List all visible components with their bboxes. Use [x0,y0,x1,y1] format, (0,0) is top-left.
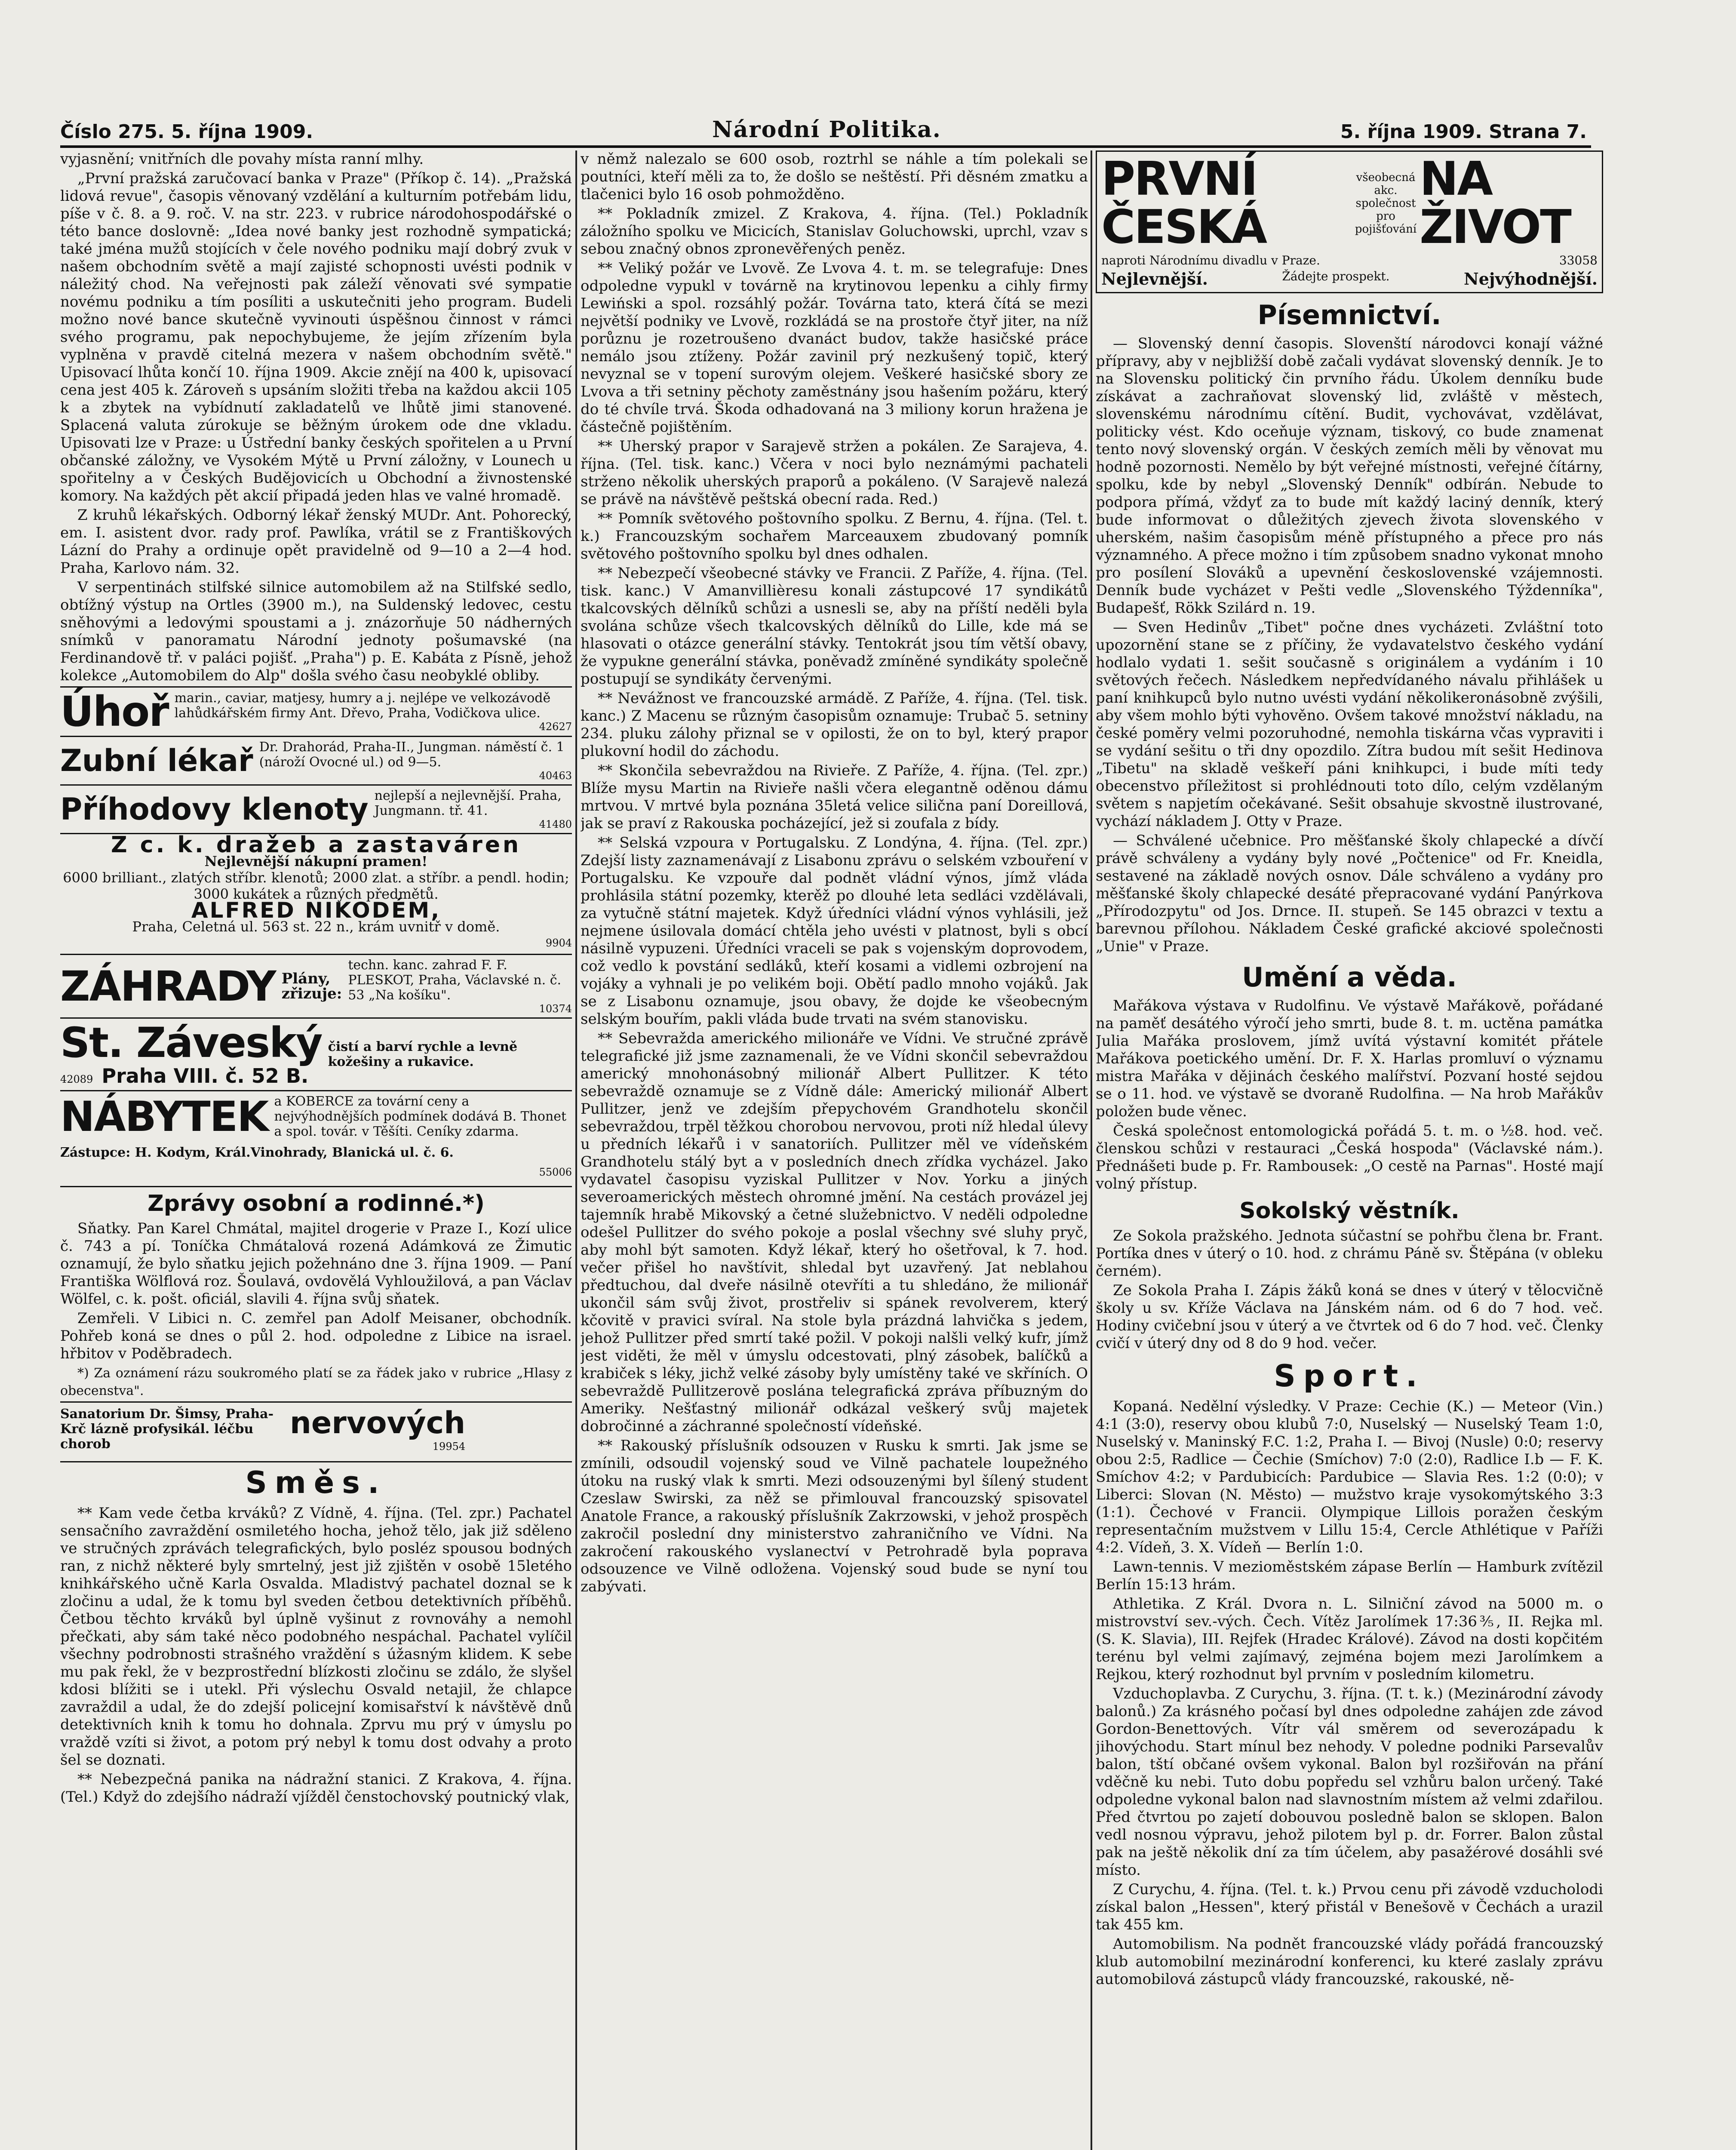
ad-nabytek [60,1090,572,1181]
ad-title: nervových [290,1405,466,1440]
section-heading: Sport. [1274,1358,1425,1394]
section-heading: Směs. [60,1461,572,1500]
article-text: vyjasnění; vnitřních dle povahy místa ranní mlhy. [60,150,424,168]
ad-text: čistí a barví rychle a levně kožešiny a rukavice. [328,1039,518,1069]
ad-text: Dr. Drahorád, Praha-II., Jungman. náměstí č. 1 (nároží Ovocné ul.) od 9—5. [259,740,565,770]
ad-title: NA ŽIVOT [1420,152,1570,254]
article-entomology: Česká společnost entomologická pořádá 5. t. m. o ½8. hod. več. členskou schůzi v restauraci „Česká hospoda" (Václavské nám.). Přednášeti bude p. Fr. Rambousek: „O cestě na Parnas". Hosté mají volný přístup. [1096,1122,1603,1192]
article-ballooning-2: Z Curychu, 4. října. (Tel. t. k.) Prvou cenu při závodě vzducholodi získal balon „Hessen", který přistál v Benešově v Čechách a urazil tak 455 km. [1096,1881,1603,1933]
ad-zubni [60,736,572,784]
article-fire: ** Veliký požár ve Lvově. Ze Lvova 4. t. m. se telegrafuje: Dnes odpoledne vypukl v továrně na krytinovou lepenku a cihly firmy Lewiński a spol. rozsáhlý požár. Továrna tato, která čítá se mezi největší podniky ve Lvově, rozkládá se na prostoře čtyř jiter, na níž porůznu je rozetroušeno dvanáct budov, takže hasičské práce nemálo jsou ztíženy. Požár zavinil prý nezkušený topič, který nevyznal se v topení surovým olejem. Veškeré hasičské sbory ze Lvova a tři setniny pěchoty zaměstnány jsou hašením požáru, který do té chvíle trvá. Škoda odhadovaná na 3 miliony korun hražena je částečně pojištěním. [581,260,1088,436]
column-1 [60,150,572,2150]
ad-title: NÁBYTEK [60,1092,268,1141]
ad-zahrady [60,954,572,1017]
ad-text: techn. kanc. zahrad F. F. PLESKOT, Praha, Václavské n. č. 53 „Na košíku". [348,958,562,1003]
article-panic: ** Nebezpečná panika na nádražní stanici. Z Krakova, 4. října. (Tel.) Když do zdejšího nádraží vjížděl čenstochovský poutnický vlak, [60,1771,572,1806]
article-text: v němž nalezalo se 600 osob, roztrhl se náhle a tím polekali se poutníci, kteří měli za to, že došlo se neštěstí. Při děsném zmatku a tlačenici bylo 16 osob pohmožděno. [581,150,1088,203]
section-heading: Sokolský věstník. [1239,1198,1459,1224]
article-portugal: ** Selská vzpoura v Portugalsku. Z Londýna, 4. října. (Tel. zpr.) Zdejší listy zaznamenávají z Lisabonu zprávu o selském vzbouření v Portugalsku. Ke vzpouře dal podnět vládní výnos, jímž vláda prohlásila státní pozemky, kterěž po dlouhé leta sedláci vzdělávali, za vytučně státní majetek. Když úředníci vládní výnos vyhlásili, jež nejmene úsilovala domácí chtěla jeho uvésti v platnost, byli s obcí násilně vypuzeni. Úředníci vraceli se pak s vojenským doprovodem, což vedlo k povstání sedláků, kteří kosami a vidlemi ozbrojení na vojáky a vyhnali je po velikém boji. Obětí padlo mnoho vojáků. Jak se z Lisabonu oznamuje, jsou obavy, že dojde ke všeobecným selským bouřím, pakli vláda bude trvati na svém stanovisku. [581,834,1088,1028]
footnote: *) Za oznámení rázu soukromého platí se za řádek jako v rubrice „Hlasy z obecenstva". [60,1366,572,1398]
article-slovak-daily: — Slovenský denní časopis. Slovenští národovci konají vážné přípravy, aby v nejbližší době začali vydávat slovenský denník. Je to na Slovensku politický čin prvního řádu. Úkolem denníku bude získávat a zachraňovat slovenský lid, zvláště v městech, slovenskému národnímu cítění. Budit, vychovávat, vzdělávat, politicky vést. Kdo oceňuje význam, tiskový, co bude znamenat tento nový slovenský orgán. V českých zemích měli by věnovat mu hodně pozornosti. Nemělo by být veřejné místnosti, veřejné čítárny, spolku, kde by nebyl „Slovenský Denník" odbírán. Nebude to podpora přímá, vždyť za to bude mít každý laciný denník, který bude informovat o důležitých zjevech života slovenského v uherském, našim časopisům méně přístupného a přece pro nás významného. A přece možno i tím způsobem snadno vykonat mnoho pro posílení Slováků a upevnění československé vzájemnosti. Denník bude vycházet v Pešti vedle „Slovenského Týždenníka", Budapešť, Rökk Szilárd n. 19. [1096,335,1603,617]
ad-title: Příhodovy klenoty [60,792,369,827]
ad-title: ZÁHRADY [60,962,276,1010]
ad-title: PRVNÍ ČESKÁ [1101,152,1266,254]
ad-number: 42089 [60,1073,93,1085]
article-textbooks: — Schválené učebnice. Pro měšťanské školy chlapecké a dívčí právě schváleny a vydány byly nové „Počtenice" od Fr. Kneidla, sestavené na základě nových osnov. Dále schváleno a vydány pro měšťanské školy chlapecké desáté přepracované vydání Panýrkova „Přírodozpytu" od Jos. Drnce. II. stupeň. Se 145 obrazci v textu a barevnou přílohou. Nákladem České grafické akciové společnosti „Unie" v Praze. [1096,832,1603,955]
ad-address: naproti Národnímu divadlu v Praze. [1101,253,1320,267]
ad-text: a KOBERCE za tovární ceny a nejvýhodnějších podmínek dodává B. Thonet a spol. továr. v Těšíti. Ceníky zdarma. [274,1094,567,1139]
masthead-rule [60,145,1591,148]
ad-text: Sanatorium Dr. Šimsy, Praha-Krč lázně profysikál. léčbu chorob [60,1406,274,1452]
ad-uhor [60,686,572,736]
ad-number: 40463 [539,770,572,782]
article-army: ** Nevážnost ve francouzské armádě. Z Paříže, 4. října. (Tel. tisk. kanc.) Z Macenu se různým časopisům oznamuje: Trubač 5. setniny 234. pluku zálohy přiznal se v opilosti, že on to byl, který prapor plukovní hodil do záchodu. [581,690,1088,760]
ad-address: Praha, Celetná ul. 563 st. 22 n., krám uvnitř v domě. [132,918,500,935]
ad-text: nejlepší a nejlevnější. Praha, Jungmann. tř. 41. [374,788,562,818]
article-cashier: ** Pokladník zmizel. Z Krakova, 4. října. (Tel.) Pokladník záložního spolku ve Micicích, Stanislav Goluchowski, uprchl, vzav s sebou značný obnos zpronevěřených peněz. [581,205,1088,258]
newspaper-title: Národní Politika. [712,117,941,143]
article-ballooning: Vzduchoplavba. Z Curychu, 3. října. (T. t. k.) (Mezinárodní závody balonů.) Za krásného počasí byl dnes odpoledne zahájen zde závod Gordon-Benettových. Vítr vál směrem od severozápadu k jihovýchodu. Start mínul bez nehody. V poledne podniki Parsevalův balon, tští občané ovšem vykonal. Balon byl rozšiřován na přání vděčně ku nebi. Tuto dobu popředu sel vzhůru balon určený. Také odpoledne vykonal balon nad slavnostním místem až velmi zdařilou. Před čtvrtou po zajetí dobouvou posledně balon se sklopen. Balon vedl nosnou výpravu, jehož pilotem byl p. dr. Forrer. Balon zůstal pak na ještě několik dní za tím účelem, aby pasažérové dosáhli své místo. [1096,1685,1603,1879]
article-bank: „První pražská zaručovací banka v Praze" (Příkop č. 14). „Pražská lidová revue", časopis věnovaný vzdělání a kulturním potřebám lidu, píše v č. 8. a 9. roč. V. na str. 223. v rubrice národohospodářské o této bance doslovně: „Idea nové banky jest rozhodně sympatická; také jména mužů stojících v čele nového podniku mají dobrý zvuk v našem obchodním světě a mají zajisté schopnosti uvésti podnik v náležitý chod. Na veřejnosti pak záleží věnovati své sympatie novému podniku a tím posíliti a uskutečniti jeho program. Budeli možno nové bance skutečně vyvinouti úspěšnou činnost v rámci svého programu, pak nepochybujeme, že jejím zřízením byla vyplněna v pravdě citelná mezera v našem obchodním světě." Upisovací lhůta končí 10. října 1909. Akcie znějí na 400 k, upisovací cena jest 405 k. Zároveň s upsáním složiti třeba na každou akcii 105 k a zbytek na vybídnutí zakladatelů ve lhůtě jimi stanovené. Splacená valuta zúrokuje se běžným úrokem ode dne vkladu. Upisovati lze v Praze: u Ústřední banky českých spořitelen a u První občanské záložny, ve Vysokém Mýtě u První záložny, v Lounech u spořitelny a v Českých Budějovicích u Obchodní a živnostenské komory. Na každých pět akcií připadá jeden hlas ve valné hromadě. [60,170,572,504]
ad-text: marin., caviar, matjesy, humry a j. nejlépe ve velkozávodě lahůdkářském firmy Ant. Dřevo, Praha, Vodičkova ulice. [174,691,551,721]
ad-zavesky [60,1017,572,1090]
ad-insurance [1096,150,1603,293]
ad-number: 9904 [545,937,572,949]
date-page-info: 5. října 1909. Strana 7. [1340,121,1587,143]
ad-title: Zubní lékař [60,743,253,778]
ad-prihoda [60,784,572,833]
article-weddings: Sňatky. Pan Karel Chmátal, majitel drogerie v Praze I., Kozí ulice č. 743 a pí. Toníčka Chmátalová rozená Adámková ze Žimutic oznamují, že bylo sňatku jejich požehnáno dne 3. října 1909. — Paní Františka Wölflová roz. Šoulavá, ovdovělá Vyhloužilová, a pan Václav Wölfel, c. k. pošt. oficiál, slavili 4. října svůj sňatek. [60,1220,572,1308]
article-marak: Mařákova výstava v Rudolfinu. Ve výstavě Mařákově, pořádané na paměť desátého výročí jeho smrti, bude 8. t. m. uctěna památka Julia Mařáka proslovem, jímž uvítá výstavní komitét přátele Mařákova poetického umění. Dr. F. X. Harlas promluví o významu mistra Mařáka v dějinách českého malířství. Pozvaní hosté sejdou se o 11. hod. ve výstavě se dvoraně Rudolfina. — Na hrob Mařákův položen bude věnec. [1096,997,1603,1120]
ad-zastavarna [60,833,572,954]
ad-address: Praha VIII. č. 52 B. [101,1064,309,1087]
section-heading: Zprávy osobní a rodinné.*) [60,1186,572,1216]
article-athletics: Athletika. Z Král. Dvora n. L. Silniční závod na 5000 m. o mistrovství sev.-vých. Čech. Vítěz Jarolímek 17:36⅗, II. Rejka ml. (S. K. Slavia), III. Rejfek (Hradec Králové). Závod na dosti kopčitém terénu byl velmi zajímavý, zejména bojem mezi Jarolímkem a Rejkou, který rozhodnut byl prvním v posledním kilometru. [1096,1595,1603,1683]
ad-text: 6000 brilliant., zlatých stříbr. klenotů; 2000 zlat. a stříbr. a pendl. hodin; 3000 kukátek a různých předmětů. [63,869,569,902]
column-3 [1096,150,1603,2150]
ad-number: 10374 [539,1003,572,1015]
ad-title: Z c. k. dražeb a zastaváren [111,832,522,858]
ad-number: 42627 [539,721,572,733]
article-sokol-1: Ze Sokola pražského. Jednota súčastní se pohřbu člena br. Frant. Portíka dnes v úterý o 10. hod. z chrámu Páně sv. Štěpána (v obleku černém). [1096,1227,1603,1280]
ad-name: ALFRED NIKODÉM, [191,898,441,923]
article-riviera: ** Skončila sebevraždou na Rivieře. Z Paříže, 4. října. (Tel. zpr.) Blíže mysu Martin na Rivieře našli včera elegantně oděnou dámu mrtvou. V mrtvé byla poznána 35letá velice silična paní Doreillová, jak se praví z Rakouska pocházející, jež si zoufala z bídy. [581,762,1088,832]
column-2 [581,150,1088,2150]
ad-title: St. Záveský [60,1019,322,1067]
article-football: Kopaná. Nedělní výsledky. V Praze: Cechie (K.) — Meteor (Vin.) 4:1 (3:0), reservy obou klubů 7:0, Nuselský — Nuselský Team 1:0, Nuselský v. Maninský F.C. 1:2, Praha I. — Bivoj (Nusle) 0:0; reservy obou 2:5, Radlice — Čechie (Smíchov) 7:0 (2:0), Radlice I.b — F. K. Smíchov 4:2; v Pardubicích: Pardubice — Slavia Res. 1:2 (0:0); v Liberci: Slovan (N. Město) — mužstvo kraje vysokomýtského 3:3 (1:1). Čechové v Francii. Olympique Lillois poražen českým representačním mužstvem v Lillu 15:4, Cercle Athlétique v Paříži 4:2. Vídeň, 3. X. Vídeň — Berlín 1:0. [1096,1398,1603,1556]
article-monument: ** Pomník světového poštovního spolku. Z Bernu, 4. října. (Tel. t. k.) Francouzským sochařem Marceauxem zbudovaný pomník světového poštovního spolku byl dnes odhalen. [581,510,1088,562]
column-rule [575,150,577,2150]
article-deaths: Zemřeli. V Libici n. C. zemřel pan Adolf Meisaner, obchodník. Pohřeb koná se dnes o půl 2. hod. odpoledne z Libice na israel. hřbitov v Poděbradech. [60,1310,572,1362]
ad-number: 19954 [432,1440,466,1453]
ad-address: Zástupce: H. Kodym, Král.Vinohrady, Blanická ul. č. 6. [60,1145,454,1160]
ad-subtitle: všeobecná akc. společnost pro pojišťování [1355,171,1417,236]
ad-slogan: Nejvýhodnější. [1464,269,1598,289]
article-sokol-2: Ze Sokola Praha I. Zápis žáků koná se dnes v úterý v tělocvičně školy u sv. Kříže Václava na Jánském nám. od 6 do 7 hod. več. Hodiny cvičební jsou v úterý a ve čtvrtek od 6 do 7 hod. več. Členky cvičí v úterý dny od 8 do 9 hod. večer. [1096,1282,1603,1352]
article-russia: ** Rakouský příslušník odsouzen v Rusku k smrti. Jak jsme se zmínili, odsoudil vojenský soud ve Vilně pachatele loupežného útoku na ruský vlak k smrti. Mezi odsouzenými byl šílený student Czeslaw Swirski, za něž se přimlouval francouzský spisovatel Anatole France, a rakouský příslušník Zakrzowski, v jehož prospěch zakročil poslední dny ministerstvo zahraničního ve Vídni. Na zakročení rakouského vyslanectví v Petrohradě byla poprava odsouzence ve Vilně odložena. Vojenský soud bude se nyní tou zabývati. [581,1437,1088,1595]
masthead [60,113,1587,143]
article-medical: Z kruhů lékařských. Odborný lékař ženský MUDr. Ant. Pohorecký, em. I. asistent dvor. rady prof. Pawlíka, vrátil se z Františkových Lázní do Prahy a ordinuje opět pravidelně od 9—10 a 2—4 hod. Praha, Karlovo nám. 32. [60,507,572,577]
article-crime: ** Kam vede četba krváků? Z Vídně, 4. října. (Tel. zpr.) Pachatel sensačního zavraždění osmiletého hocha, jehož tělo, jak již sděleno ve stručných zprávách telegrafických, bylo posléz spousou bodných ran, z nichž některé byly smrtelný, jest již zjištěn v osobě 15letého knihkářského učně Karla Osvalda. Mladistvý pachatel doznal se k zločinu a udal, že k tomu byl sveden četbou detektivních příběhů. Četbou těchto krváků byl úplně vyšinut z rovnováhy a nemohl přečkati, aby sám také něco podobného nespáchal. Pachatel vylíčil všechny podrobnosti strašného vraždění s úžasným klidem. K sebe mu pak řekl, že v bezprostřední blízkosti zločinu se zdálo, že slyšel kdosi blížiti se i utekl. Při výslechu Osvald netajil, že chlapce zavraždil a udal, že do zdejší policejní komisařství k návštěvě dnů detektivních knih k tomu ho dohnala. Zprvu mu prý v úmyslu po vraždě vzíti si život, a potom prý nebyl k tomu dost odvahy a proto šel se doznati. [60,1505,572,1769]
section-heading: Písemnictví. [1257,299,1441,331]
section-heading: Umění a věda. [1242,961,1457,993]
ad-slogan: Žádejte prospekt. [1282,269,1390,283]
article-tibet: — Sven Hedinův „Tibet" počne dnes vycházeti. Zvláštní toto upozornění stane se z příčiny, že vydavatelstvo českého vydání hodlalo vydati 1. sešit současně s originálem a vydáním i 10 světových řečech. Následkem nepředvídaného návalu přihlášek u paní knihkupců bylo nutno uvésti vydání několikeronásobně zvýšili, aby všem mohlo býti vyhověno. Ovšem takové množství nákladu, na české poměry velmi pozoruhodné, nemohla tiskárna včas vypraviti i se vydání sešitu o tři dny opozdilo. Zítra budou mít sešit Hedinova „Tibetu" na skladě veškeří páni knihkupci, i bude míti tedy obecenstvo příležitost si prohlédnouti toto dílo, celým vzdělaným světem s napjetím očekávané. Sešit obsahuje skvostně ilustrované, vychází nákladem J. Otty v Praze. [1096,619,1603,830]
ad-subtitle: Plány, zřizuje: [281,970,342,1002]
column-rule [1091,150,1092,2150]
article-millionaire: ** Sebevražda amerického milionáře ve Vídni. Ve stručné zprávě telegrafické již jsme zaznamenali, že ve Vídni skončil sebevraždou americký mnohonásobný milionář Albert Pullitzer. K této sebevraždě oznamuje se z Vídně dále: Americký milionář Albert Pullitzer, jenž ve zdejším přepychovém Grandhotelu skončil sebevraždou, trpěl těžkou chorobou nervovou, proti níž hledal úlevy u předních lékařů i v sanatoriích. Pullitzer měl ve vídeňském Grandhotelu stálý byt a v posledních dnech zřídka vycházel. Jako vydavatel časopisu vyziskal Pullitzer v Nov. Yorku a jiných severoamerických městech ohromné jmění. Na cestách provázel jej tajemník hrabě Mikovský a četné služebnictvo. V neděli odpoledne odešel Pullitzer do svého pokoje a poslal všechny své sluhy pryč, aby mohl být samoten. Když lékař, který ho ošetřoval, k 7. hod. večer přišel ho navštívit, shledal byt uzavřený. Jat neblahou předtuchou, dal dveře násilně otevříti a tu shledáno, že milionář ukončil sám svůj život, prostřeliv si spánek revolverem, který kčovitě v pravici svíral. Na stole byla prázdná lahvička s jedem, jehož Pullitzer před smrtí také požil. V pokoji nalšli velký kufr, jímž jest viděti, že měl v úmyslu odcestovati, plný zásobek, balíčků a krabiček s léky, jichž velké zásoby byly umístěny také ve skříních. O sebevraždě Pullitzerově poslána telegrafická zpráva příbuzným do Ameriky. Nešťastný milionář odkázal veškerý svůj majetek dobročinné a záchranné společností vídeňské. [581,1030,1088,1435]
article-alps: V serpentinách stilfské silnice automobilem až na Stilfské sedlo, obtížný výstup na Ortles (3900 m.), na Suldenský ledovec, cestu sněhovými a ledovými spoustami a j. znázorňuje 50 nádherných snímků v panoramatu Národní jednoty pošumavské (na Ferdinandově tř. v paláci pojišť. „Praha") p. E. Kabáta z Písně, jehož kolekce „Automobilem do Alp" došla svého času neobyklé obliby. [60,579,572,684]
ad-title: Úhoř [60,688,169,736]
ad-slogan: Nejlevnější. [1101,269,1208,289]
issue-info: Číslo 275. 5. října 1909. [60,121,313,143]
ad-number: 55006 [539,1166,572,1178]
article-flag: ** Uherský prapor v Sarajevě stržen a pokálen. Ze Sarajeva, 4. října. (Tel. tisk. kanc.) Včera v noci bylo neznámými pachateli strženo několik uherských praporů a pokáleno. (V Sarajevě nalezá se právě na návštěvě peštská obecní rada. Red.) [581,438,1088,508]
article-automobilism: Automobilism. Na podnět francouzské vlády pořádá francouzský klub automobilní mezinárodní konferenci, ku které zaslaly zprávu automobilová zástupců vlády francouzské, rakouské, ně- [1096,1935,1603,1988]
ad-number: 33058 [1559,253,1598,267]
ad-sanatorium [60,1401,572,1455]
article-strike: ** Nebezpečí všeobecné stávky ve Francii. Z Paříže, 4. října. (Tel. tisk. kanc.) V Amanvillièresu konali zástupcové 17 syndikátů tkalcovských dělníků schůzi a usnesli se, aby na příští neděli byla svolána schůze všech tkalcovských dělníků do Lille, kde má se hlasovati o otázce generální stávky. Tentokrát jsou tím větší obavy, že vypukne generální stávka, poněvadž zmíněné syndikáty společně postupují se syndikáty červenými. [581,565,1088,688]
ad-number: 41480 [539,818,572,830]
article-tennis: Lawn-tennis. V mezioměstském zápase Berlín — Hamburk zvítězil Berlín 15:13 hrám. [1096,1558,1603,1593]
ad-subtitle: Nejlevnější nákupní pramen! [204,853,428,869]
